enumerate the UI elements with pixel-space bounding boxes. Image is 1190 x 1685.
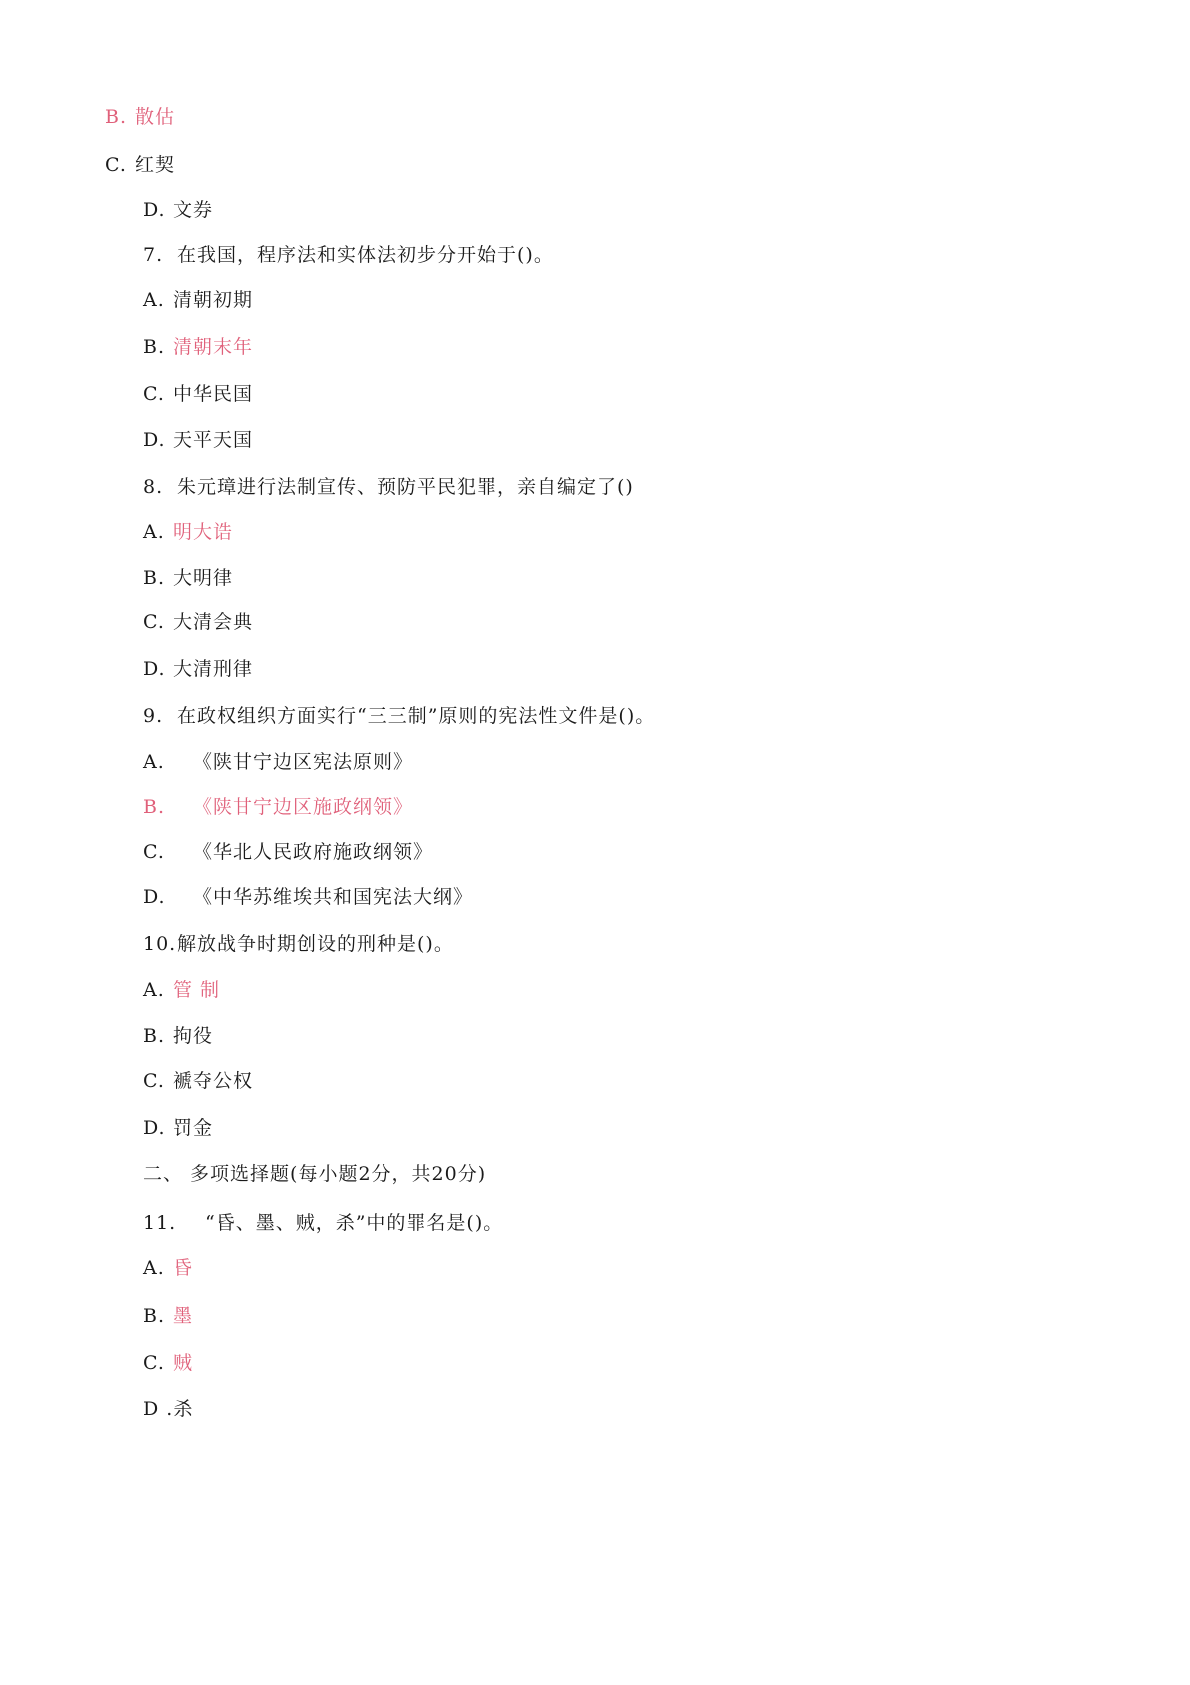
option-text: 《中华苏维埃共和国宪法大纲》 — [193, 886, 474, 908]
option-text: 昏 — [173, 1257, 194, 1279]
option-label: B. — [143, 1305, 166, 1327]
option-label: B. — [105, 106, 128, 128]
question-number: 8. — [143, 476, 164, 498]
q11-option-d — [143, 1397, 193, 1421]
question-text: 在我国，程序法和实体法初步分开始于()。 — [177, 244, 554, 266]
option-label: D . — [143, 1398, 174, 1420]
q11-option-a — [143, 1256, 193, 1280]
option-label: B. — [143, 567, 166, 589]
q8-option-c — [143, 610, 253, 634]
option-text: 大清刑律 — [173, 658, 254, 680]
section-heading — [143, 1162, 486, 1186]
question-number: 9. — [143, 705, 164, 727]
option-label: A. — [143, 751, 165, 773]
option-text: 墨 — [173, 1305, 194, 1327]
q9-option-a — [143, 750, 413, 774]
option-label: D. — [143, 1117, 166, 1139]
option-label: C. — [105, 154, 127, 176]
option-label: A. — [143, 289, 165, 311]
option-text: 拘役 — [173, 1025, 214, 1047]
q11-option-c — [143, 1351, 193, 1375]
option-label: D. — [143, 429, 166, 451]
question-text: 朱元璋进行法制宣传、预防平民犯罪，亲自编定了() — [177, 476, 634, 498]
option-text: 大明律 — [173, 567, 234, 589]
question-text: 在政权组织方面实行“三三制”原则的宪法性文件是()。 — [177, 705, 656, 727]
question-text: 解放战争时期创设的刑种是()。 — [177, 933, 454, 955]
q6-option-d — [143, 198, 213, 222]
option-label: D. — [143, 199, 166, 221]
option-text: 《陕甘宁边区宪法原则》 — [193, 751, 414, 773]
option-text: 褫夺公权 — [173, 1070, 254, 1092]
option-label: C. — [143, 611, 165, 633]
option-text: 散估 — [135, 106, 176, 128]
question-number: 7. — [143, 244, 164, 266]
q7-option-d — [143, 428, 253, 452]
q8-option-a — [143, 520, 233, 544]
question-text: “昏、墨、贼，杀”中的罪名是()。 — [205, 1212, 504, 1234]
option-text: 清朝初期 — [173, 289, 254, 311]
q6-option-b — [105, 105, 175, 129]
option-label: A. — [143, 1257, 165, 1279]
question-9 — [143, 704, 655, 728]
option-label: A. — [143, 521, 165, 543]
option-text: 《华北人民政府施政纲领》 — [193, 841, 434, 863]
option-label: D. — [143, 658, 166, 680]
option-text: 罚金 — [173, 1117, 214, 1139]
question-10 — [143, 932, 454, 956]
option-text: 贼 — [173, 1352, 194, 1374]
option-label: C. — [143, 383, 165, 405]
q7-option-a — [143, 288, 253, 312]
question-7 — [143, 243, 554, 267]
option-label: C. — [143, 841, 165, 863]
q10-option-d — [143, 1116, 213, 1140]
q9-option-b — [143, 795, 413, 819]
option-text: 大清会典 — [173, 611, 254, 633]
q7-option-c — [143, 382, 253, 406]
option-text: 中华民国 — [173, 383, 254, 405]
option-text: 文券 — [173, 199, 214, 221]
question-11 — [143, 1211, 503, 1235]
option-text: 管 制 — [173, 979, 221, 1001]
option-text: 天平天国 — [173, 429, 254, 451]
q10-option-c — [143, 1069, 253, 1093]
q9-option-c — [143, 840, 433, 864]
option-label: C. — [143, 1352, 165, 1374]
option-text: 《陕甘宁边区施政纲领》 — [193, 796, 414, 818]
question-8 — [143, 475, 634, 499]
option-label: C. — [143, 1070, 165, 1092]
option-text: 红契 — [135, 154, 176, 176]
q8-option-d — [143, 657, 253, 681]
option-text: 明大诰 — [173, 521, 234, 543]
section-heading-text: 二、 多项选择题(每小题2分，共20分) — [143, 1163, 487, 1185]
q6-option-c — [105, 153, 175, 177]
q10-option-a — [143, 978, 220, 1002]
q8-option-b — [143, 566, 233, 590]
option-label: B. — [143, 336, 166, 358]
option-text: 杀 — [173, 1398, 194, 1420]
question-number: 11. — [143, 1212, 177, 1234]
q7-option-b — [143, 335, 253, 359]
option-label: A. — [143, 979, 165, 1001]
option-label: B. — [143, 1025, 166, 1047]
question-number: 10. — [143, 933, 177, 955]
q10-option-b — [143, 1024, 213, 1048]
q11-option-b — [143, 1304, 193, 1328]
option-text: 清朝末年 — [173, 336, 254, 358]
option-label: D. — [143, 886, 166, 908]
q9-option-d — [143, 885, 473, 909]
option-label: B. — [143, 796, 166, 818]
